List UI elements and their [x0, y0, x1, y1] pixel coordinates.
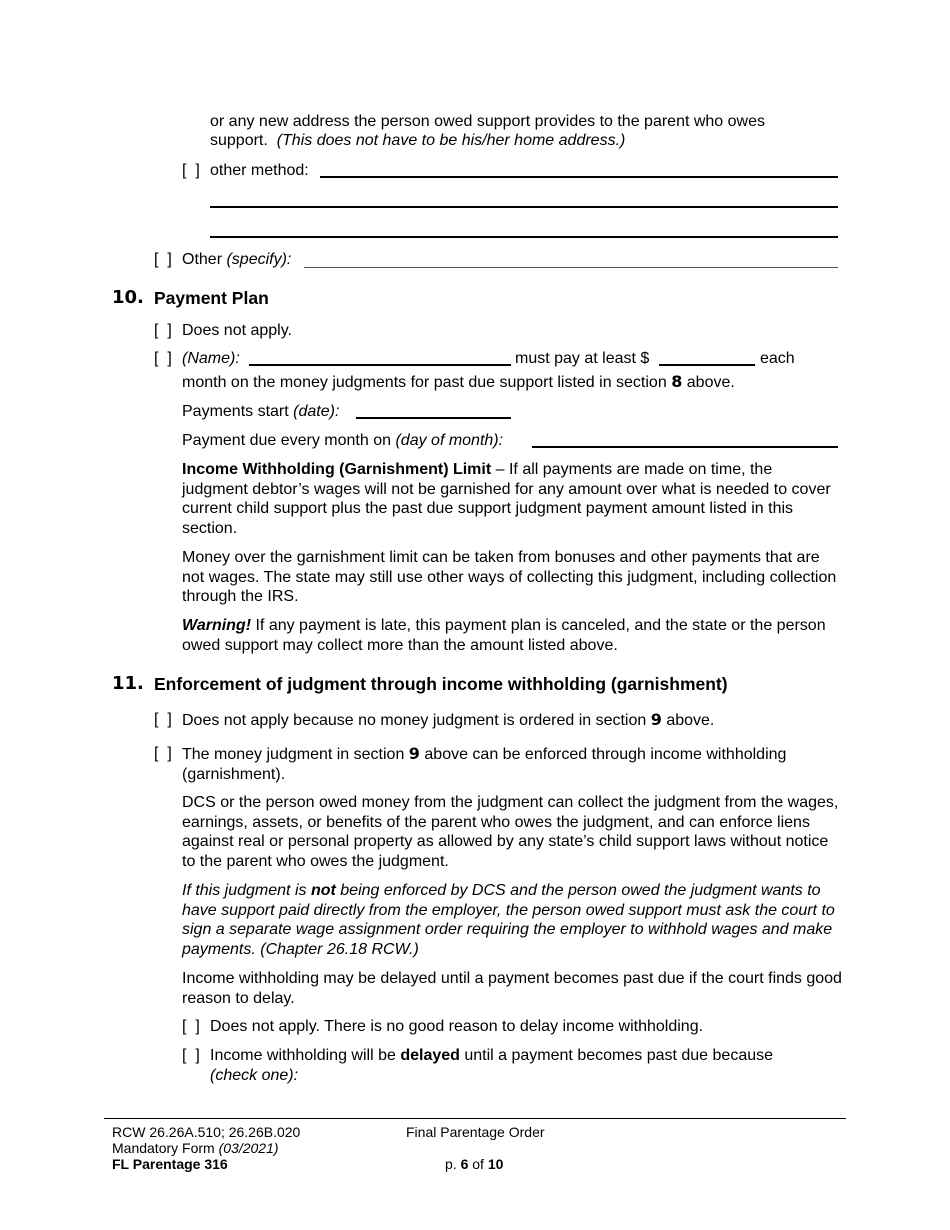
warning-label: Warning!: [182, 617, 252, 634]
footer-page-prefix: p.: [445, 1156, 461, 1172]
section-10-title: Payment Plan: [154, 288, 269, 308]
cont-support-text: support.: [210, 132, 268, 149]
section-11-title: Enforcement of judgment through income withholding (garnishment): [154, 674, 728, 694]
other-method-field-3[interactable]: [210, 236, 838, 238]
footer-page-num: 6: [460, 1156, 469, 1172]
other-specify-field[interactable]: [304, 267, 838, 268]
delay-paragraph: Income withholding may be delayed until a payment becomes past due if the court finds good reason to delay.: [182, 970, 842, 1007]
warning-text: If any payment is late, this payment plan is canceled, and the state or the person owed support may collect more than the amount listed above.: [182, 617, 826, 654]
enforcement-na-above: above.: [666, 712, 715, 729]
payment-plan-checkbox[interactable]: [ ]: [154, 350, 172, 367]
payments-start-date-field[interactable]: [356, 417, 511, 419]
payment-amount-field[interactable]: [659, 364, 755, 366]
payments-start-text: Payments start: [182, 403, 289, 420]
cont-note: (This does not have to be his/her home address.): [276, 132, 626, 149]
footer-title: Final Parentage Order: [406, 1124, 545, 1140]
other-method-checkbox[interactable]: [ ]: [182, 162, 200, 179]
wage-assignment-a: If this judgment is: [182, 882, 311, 899]
footer-mandatory-date: (03/2021): [218, 1140, 279, 1156]
other-method-field[interactable]: [320, 176, 838, 178]
section-10-number: 10.: [112, 287, 144, 308]
month-line-above: above.: [686, 374, 735, 391]
wage-assignment-paragraph: [182, 881, 842, 959]
must-pay-label: must pay at least $: [515, 350, 650, 367]
other-method-label: other method:: [210, 162, 309, 179]
wage-assignment-not: not: [310, 882, 336, 899]
other-label: [182, 250, 291, 270]
footer-mandatory: [112, 1140, 279, 1156]
other-specify: (specify):: [226, 251, 292, 268]
payment-plan-na-checkbox[interactable]: [ ]: [154, 322, 172, 339]
dcs-paragraph: DCS or the person owed money from the judgment can collect the judgment from the wages, earnings, assets, or benefits of the parent who owes the judgment, and can enforce liens against real or personal property as allowed by any state’s child support laws without notice to the parent who owes the judgment.: [182, 794, 839, 870]
payer-name-field[interactable]: [249, 364, 511, 366]
delayed-label: [210, 1046, 840, 1085]
footer-page: [445, 1156, 503, 1172]
payment-due-label: [182, 431, 503, 451]
garnishment-limit-paragraph: [182, 460, 842, 538]
payments-start-label: [182, 402, 339, 422]
each-label: each: [760, 350, 795, 367]
enforcement-label: [182, 744, 842, 784]
enforcement-checkbox[interactable]: [ ]: [154, 745, 172, 762]
cont-line-1: or any new address the person owed support provides to the parent who owes: [210, 113, 765, 130]
no-delay-label: Does not apply. There is no good reason to delay income withholding.: [210, 1018, 704, 1035]
payments-start-date-label: (date):: [293, 403, 340, 420]
payer-name-label: (Name):: [182, 350, 240, 367]
section-ref-9: 9: [650, 710, 662, 729]
other-method-field-2[interactable]: [210, 206, 838, 208]
enforcement-text: The money judgment in section: [182, 746, 405, 763]
enforcement-na-label: [182, 710, 714, 731]
other-text: Other: [182, 251, 223, 268]
money-over-paragraph: Money over the garnishment limit can be taken from bonuses and other payments that are not wages. The state may still use other ways of collecting this judgment, including collection through the IRS.: [182, 549, 837, 605]
delayed-bold: delayed: [400, 1047, 460, 1064]
section-ref-8: 8: [671, 372, 683, 391]
footer-mandatory-text: Mandatory Form: [112, 1140, 219, 1156]
enforcement-na-checkbox[interactable]: [ ]: [154, 711, 172, 728]
section-ref-9b: 9: [408, 744, 420, 763]
no-delay-checkbox[interactable]: [ ]: [182, 1018, 200, 1035]
payment-due-day-label: (day of month):: [395, 432, 504, 449]
payment-due-text: Payment due every month on: [182, 432, 392, 449]
garnishment-limit-heading: Income Withholding (Garnishment) Limit: [182, 461, 492, 478]
enforcement-na-text: Does not apply because no money judgment is ordered in section: [182, 712, 647, 729]
delayed-text-a: Income withholding will be: [210, 1047, 401, 1064]
delayed-text-b: until a payment becomes past due because: [459, 1047, 774, 1064]
cont-line-2: [210, 131, 625, 151]
section-11-number: 11.: [112, 673, 144, 694]
footer-divider: [104, 1118, 846, 1119]
payment-due-day-field[interactable]: [532, 446, 838, 448]
wage-assignment-b: being enforced by DCS and the person owed the judgment wants to have support paid directly from the employer, the person owed support must ask the court to sign a separate wage assignment order requiring the employer to withhold wages and make payments. (Chapter 26.18 RCW.): [182, 882, 835, 958]
payment-plan-na-label: Does not apply.: [182, 322, 292, 339]
month-line-text: month on the money judgments for past due support listed in section: [182, 374, 667, 391]
other-checkbox[interactable]: [ ]: [154, 251, 172, 268]
garnishment-limit-text: – If all payments are made on time, the judgment debtor’s wages will not be garnished for any amount over what is needed to cover current child support plus the past due support judgment payment amount listed in this section.: [182, 461, 831, 537]
footer-rcw: RCW 26.26A.510; 26.26B.020: [112, 1124, 301, 1140]
check-one-note: (check one):: [210, 1066, 299, 1084]
enforcement-text-b: above can be enforced through income withholding (garnishment).: [182, 746, 787, 783]
delayed-checkbox[interactable]: [ ]: [182, 1047, 200, 1064]
footer-page-total: 10: [487, 1156, 504, 1172]
footer-page-of: of: [468, 1156, 488, 1172]
month-line: [182, 372, 735, 393]
warning-paragraph: [182, 616, 842, 655]
footer-form-id: FL Parentage 316: [112, 1156, 228, 1172]
